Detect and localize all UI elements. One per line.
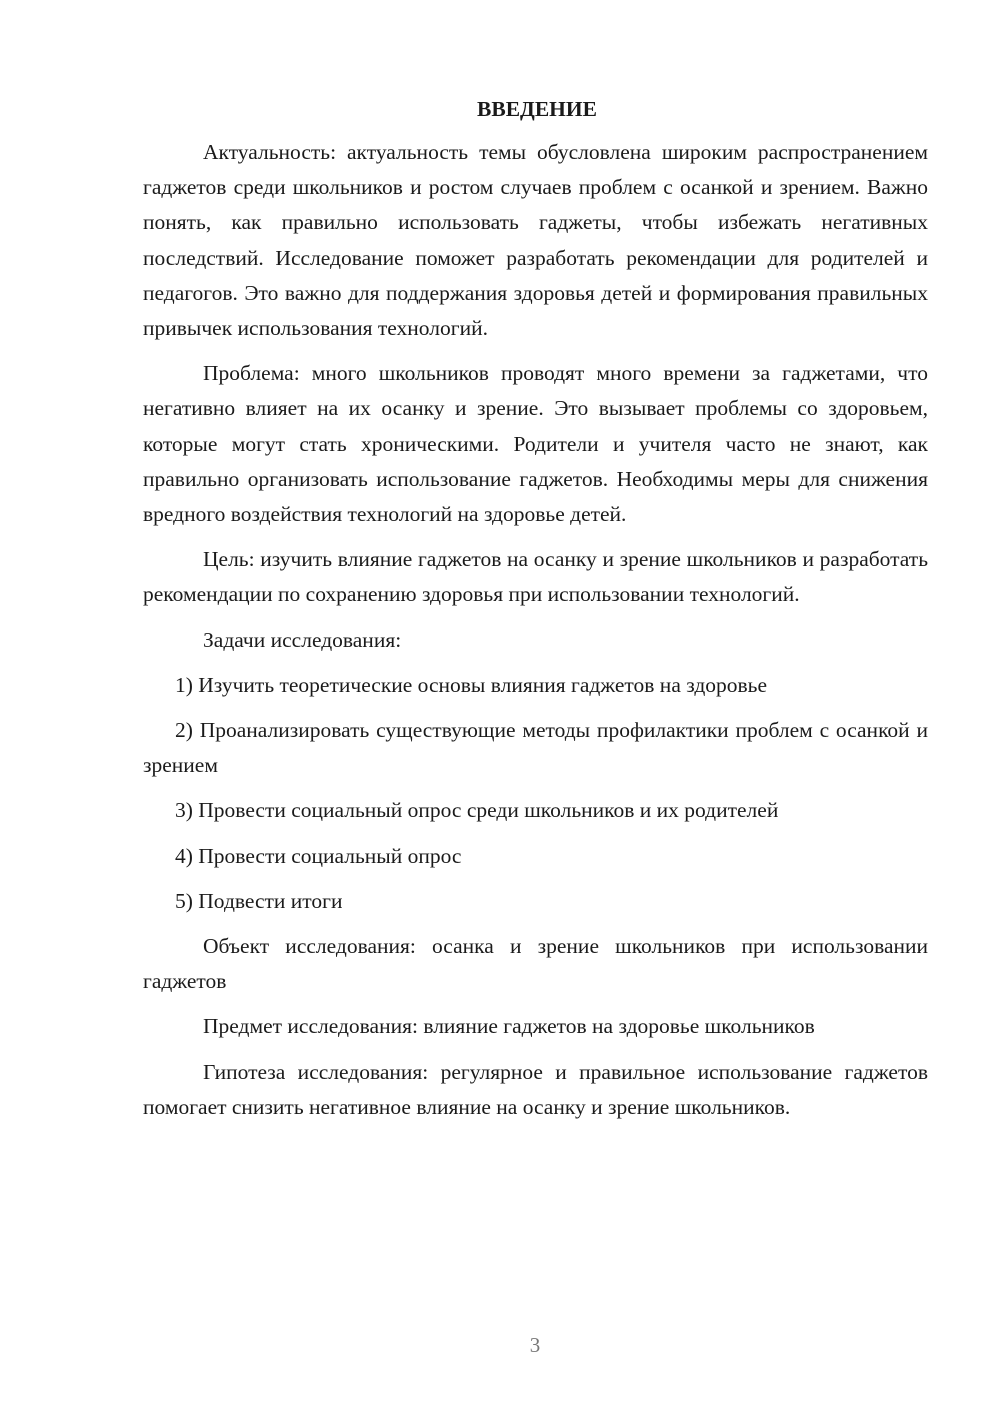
task-item-4: 4) Провести социальный опрос <box>175 843 462 868</box>
tasks-heading: Задачи исследования: <box>203 627 402 652</box>
task-item-2: 2) Проанализировать существующие методы профилактики проблем с осанкой и зрением <box>143 718 928 778</box>
task-item-5: 5) Подвести итоги <box>175 888 343 913</box>
hypothesis-paragraph: Гипотеза исследования: регулярное и правильное использование гаджетов помогает снизить негативное влияние на осанку и зрение школьников. <box>143 1059 928 1119</box>
task-item-3: 3) Провести социальный опрос среди школьников и их родителей <box>175 798 779 823</box>
document-page <box>143 92 928 1135</box>
object-paragraph: Объект исследования: осанка и зрение школьников при использовании гаджетов <box>143 934 928 994</box>
section-title: ВВЕДЕНИЕ <box>477 97 597 121</box>
problem-paragraph: Проблема: много школьников проводят много времени за гаджетами, что негативно влияет на их осанку и зрение. Это вызывает проблемы со здоровьем, которые могут стать хроническими. Родители и учителя часто не знают, как правильно организовать использование гаджетов. Необходимы меры для снижения вредного воздействия технологий на здоровье детей. <box>143 361 928 527</box>
page-number: 3 <box>529 1333 541 1357</box>
goal-paragraph: Цель: изучить влияние гаджетов на осанку и зрение школьников и разработать рекомендации по сохранению здоровья при использовании технологий. <box>143 547 928 607</box>
task-item-1: 1) Изучить теоретические основы влияния гаджетов на здоровье <box>175 672 768 697</box>
relevance-paragraph: Актуальность: актуальность темы обусловлена широким распространением гаджетов среди школьников и ростом случаев проблем с осанкой и зрением. Важно понять, как правильно использовать гаджеты, чтобы избежать негативных последствий. Исследование поможет разработать рекомендации для родителей и педагогов. Это важно для поддержания здоровья детей и формирования правильных привычек использования технологий. <box>143 140 928 341</box>
subject-paragraph: Предмет исследования: влияние гаджетов на здоровье школьников <box>203 1014 815 1039</box>
